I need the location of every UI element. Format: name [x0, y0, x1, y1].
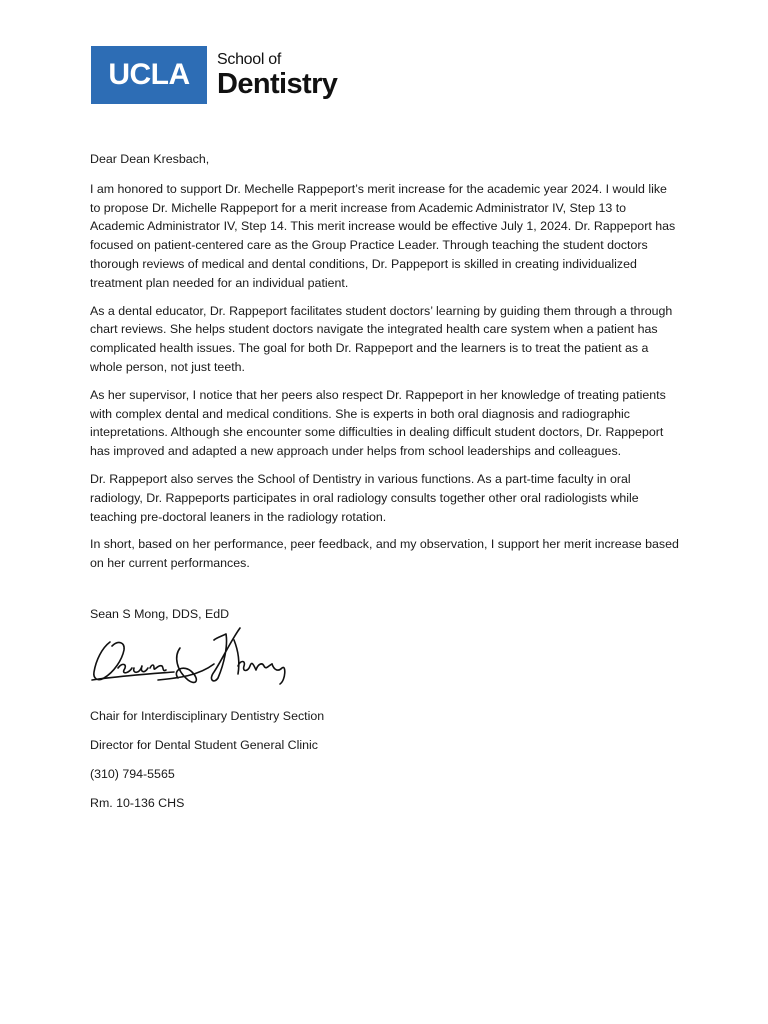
signer-title-director: Director for Dental Student General Clinic: [90, 738, 318, 752]
paragraph-5: In short, based on her performance, peer feedback, and my observation, I support her merit increase based on her current performances.: [90, 537, 679, 571]
signer-title-chair: Chair for Interdisciplinary Dentistry Section: [90, 709, 325, 723]
school-name: [217, 46, 337, 104]
paragraph-2: As a dental educator, Dr. Rappeport facilitates student doctors’ learning by guiding them through a through chart reviews. She helps student doctors navigate the integrated health care system when a patient has complicated health issues. The goal for both Dr. Rappeport and the learners is to treat the patient as a whole person, not just teeth.: [90, 303, 673, 374]
handwritten-signature-icon: [88, 620, 293, 695]
ucla-logo-mark: UCLA: [91, 46, 207, 104]
signer-name: Sean S Mong, DDS, EdD: [90, 607, 230, 621]
letter-body: [90, 150, 680, 582]
paragraph-4: Dr. Rappeport also serves the School of Dentistry in various functions. As a part-time faculty in oral radiology, Dr. Rappeports participates in oral radiology consults together other oral radiologists while teaching pre-doctoral leaners in the radiology rotation.: [90, 471, 639, 524]
paragraph-3: As her supervisor, I notice that her peers also respect Dr. Rappeport in her knowledge of treating patients with complex dental and medical conditions. She is experts in both oral diagnosis and radiographic intepretations. Although she encounter some difficulties in dealing difficult student doctors, Dr. Rappeport has improved and adapted a new approach under helps from school leaderships and colleagues.: [90, 387, 666, 459]
ucla-dentistry-logo: [91, 46, 337, 104]
signer-room: Rm. 10-136 CHS: [90, 796, 185, 810]
paragraph-1: I am honored to support Dr. Mechelle Rappeport’s merit increase for the academic year 2024. I would like to propose Dr. Michelle Rappeport for a merit increase from Academic Administrator IV, Step 13 to Academic Administrator IV, Step 14. This merit increase would be effective July 1, 2024. Dr. Rappeport has focused on patient-centered care as the Group Practice Leader. Through teaching the student doctors thorough reviews of medical and dental conditions, Dr. Pappeport is skilled in creating individualized treatment plan needed for an individual patient.: [90, 181, 676, 290]
signer-phone: (310) 794-5565: [90, 767, 175, 781]
school-name-line1: School of: [217, 51, 282, 68]
school-name-line2: Dentistry: [217, 68, 338, 100]
salutation: Dear Dean Kresbach,: [90, 152, 210, 166]
